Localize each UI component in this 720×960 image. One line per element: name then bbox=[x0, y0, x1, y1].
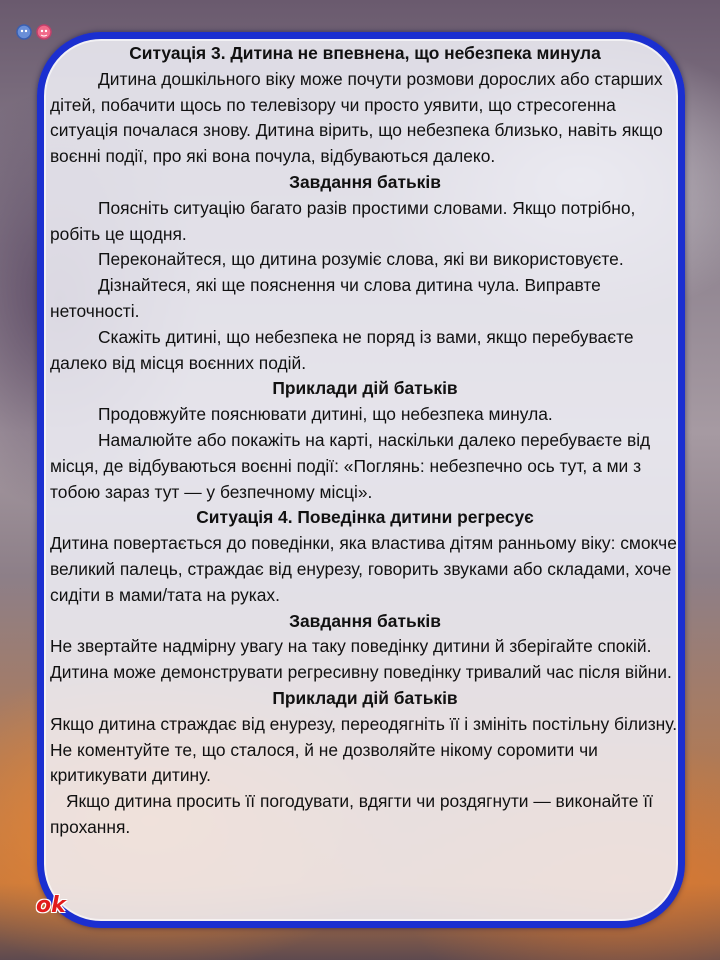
heading-situation-4: Ситуація 4. Поведінка дитини регресує bbox=[196, 507, 534, 528]
paragraph: Скажіть дитині, що небезпека не поряд із вами, якщо перебуваєте далеко від місця воєнних подій. bbox=[50, 326, 634, 373]
brand-logo-icon bbox=[14, 22, 64, 42]
paragraph: Якщо дитина просить її погодувати, вдягти чи роздягнути — виконайте її прохання. bbox=[50, 791, 653, 837]
paragraph: Намалюйте або покажіть на карті, наскільки далеко перебуваєте від місця, де відбуваються воєнні події: «Поглянь: небезпечно ось тут, а ми з тобою зараз тут — у безпечному місці». bbox=[50, 429, 651, 502]
heading-parent-actions: Приклади дій батьків bbox=[272, 378, 458, 399]
paragraph: Переконайтеся, що дитина розуміє слова, які ви використовуєте. bbox=[98, 249, 624, 270]
paragraph: Поясніть ситуацію багато разів простими словами. Якщо потрібно, робіть це щодня. bbox=[50, 197, 636, 244]
paragraph: Не звертайте надмірну увагу на таку поведінку дитини й зберігайте спокій. Дитина може демонструвати регресивну поведінку тривалий час після війни. bbox=[50, 636, 672, 683]
heading-parent-actions: Приклади дій батьків bbox=[272, 687, 458, 708]
paragraph: Дитина дошкільного віку може почути розмови дорослих або старших дітей, побачити щось по телевізору чи просто уявити, що стресогенна ситуація почалася знову. Дитина вірить, що небезпека близько, навіть якщо воєнні події, про які вона почула, відбуваються далеко. bbox=[50, 68, 663, 167]
ok-logo: ok bbox=[36, 893, 66, 918]
paragraph: Дізнайтеся, які ще пояснення чи слова дитина чула. Виправте неточності. bbox=[50, 275, 601, 321]
paragraph: Дитина повертається до поведінки, яка властива дітям ранньому віку: смокче великий палець, страждає від енурезу, говорить звуками або складами, хоче сидіти в мами/тата на руках. bbox=[50, 533, 677, 605]
paragraph: Якщо дитина страждає від енурезу, переодягніть її і змініть постільну білизну. Не коментуйте те, що сталося, й не дозволяйте нікому соромити чи критикувати дитину. bbox=[50, 713, 678, 786]
heading-parent-tasks: Завдання батьків bbox=[289, 610, 441, 631]
paragraph: Продовжуйте пояснювати дитині, що небезпека минула. bbox=[98, 404, 553, 425]
document-body bbox=[50, 41, 680, 841]
heading-parent-tasks: Завдання батьків bbox=[289, 171, 441, 192]
heading-situation-3: Ситуація 3. Дитина не впевнена, що небезпека минула bbox=[129, 43, 601, 63]
